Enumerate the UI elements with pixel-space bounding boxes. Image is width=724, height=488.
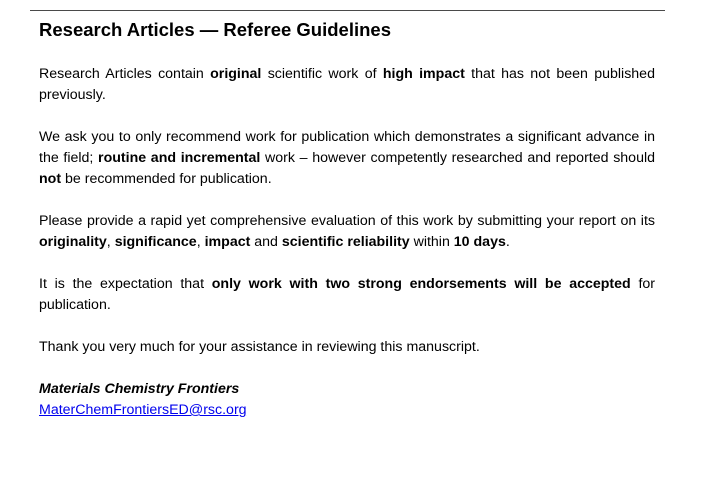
body-text: scientific work of (261, 66, 383, 82)
paragraph-thanks (39, 337, 655, 358)
body-text: , (196, 234, 205, 250)
emphasis-text: scientific reliability (281, 234, 410, 250)
body-text: We ask you to only recommend work for publication which demonstrates a significant advance in the field; (39, 129, 655, 166)
emphasis-text: not (39, 171, 62, 187)
paragraph-evaluation (39, 211, 655, 253)
body-text: , (106, 234, 115, 250)
emphasis-text: only work with two strong endorsements will be accepted (211, 276, 631, 292)
body-text: within (409, 234, 454, 250)
paragraph-expectation (39, 274, 655, 316)
editor-email-link[interactable]: MaterChemFrontiersED@rsc.org (39, 402, 247, 418)
body-text: . (505, 234, 510, 250)
document-body (39, 64, 655, 421)
signature-block (39, 379, 655, 421)
body-text: and (250, 234, 282, 250)
body-text: for publication. (39, 276, 656, 313)
emphasis-text: impact (204, 234, 251, 250)
emphasis-text: high impact (382, 66, 465, 82)
document-title: Research Articles — Referee Guidelines (39, 19, 391, 40)
paragraph-intro (39, 64, 655, 106)
emphasis-text: routine and incremental (98, 150, 261, 166)
paragraph-recommendation (39, 127, 655, 190)
body-text: Please provide a rapid yet comprehensive evaluation of this work by submitting your report on its (39, 213, 655, 229)
body-text: Thank you very much for your assistance in reviewing this manuscript. (39, 339, 480, 355)
body-text: Research Articles contain (39, 66, 211, 82)
body-text: that has not been published previously. (39, 66, 655, 103)
body-text: be recommended for publication. (61, 171, 272, 187)
journal-name: Materials Chemistry Frontiers (39, 381, 240, 397)
emphasis-text: 10 days (453, 234, 506, 250)
body-text: work – however competently researched and reported should (260, 150, 655, 166)
body-text: It is the expectation that (39, 276, 212, 292)
emphasis-text: original (210, 66, 262, 82)
emphasis-text: significance (114, 234, 197, 250)
top-divider (30, 10, 665, 11)
emphasis-text: originality (39, 234, 107, 250)
